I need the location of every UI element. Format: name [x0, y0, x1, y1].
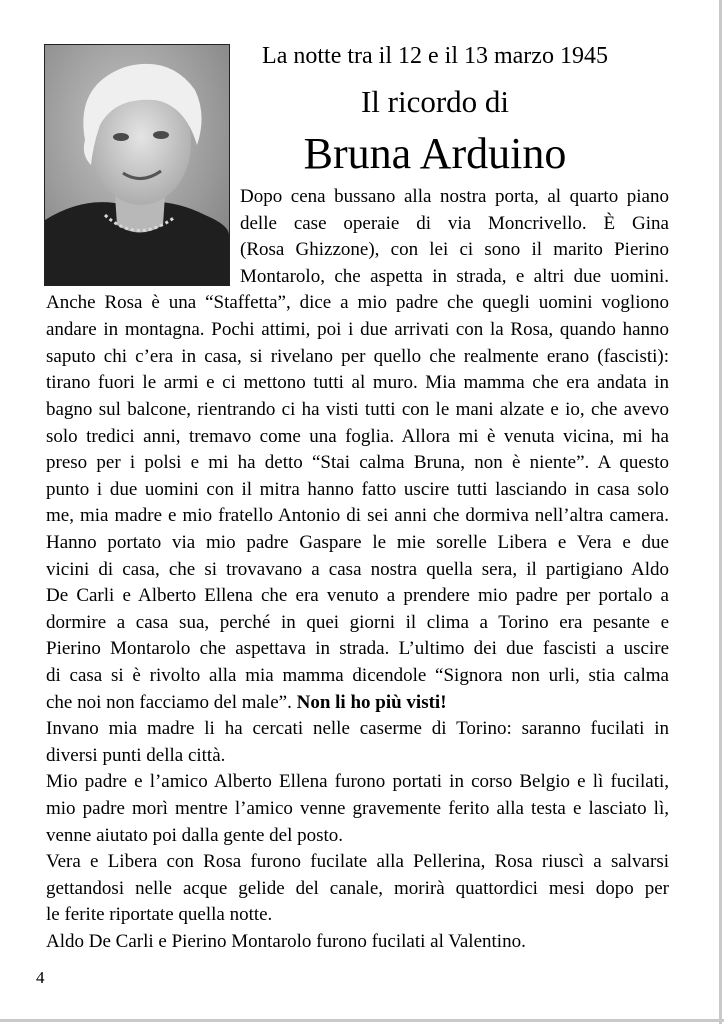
text-line [46, 689, 669, 717]
text-line: De Carli e Alberto Ellena che era venuto a prendere mio padre per portalo a [46, 585, 669, 607]
text-fragment: che noi non facciamo del male”. [46, 691, 292, 713]
text-line: bagno sul balcone, rientrando ci ha visti tutti con le mani alzate e io, che avevo [46, 398, 669, 420]
text-line: delle case operaie di via Moncrivello. È Gina [240, 212, 669, 234]
name-heading: Bruna Arduino [303, 129, 567, 178]
subtitle-heading: Il ricordo di [360, 84, 510, 119]
text-line: mio padre morì mentre l’amico venne gravemente ferito alla testa e lasciato lì, [46, 798, 669, 819]
text-line: gettandosi nelle acque gelide del canale, morirà quattordici mesi dopo per [46, 877, 669, 899]
text-line: Mio padre e l’amico Alberto Ellena furono portati in corso Belgio e lì fucilati, [46, 771, 669, 793]
portrait-photo [44, 44, 230, 286]
date-heading: La notte tra il 12 e il 13 marzo 1945 [262, 43, 608, 69]
page-frame-bottom [0, 1019, 724, 1022]
text-line: (Rosa Ghizzone), con lei ci sono il marito Pierino [240, 239, 669, 261]
text-line: me, mia madre e mio fratello Antonio di sei anni che dormiva nell’altra camera. [46, 505, 669, 527]
text-line: Hanno portato via mio padre Gaspare le mie sorelle Libera e Vera e due [46, 531, 669, 553]
text-line: saputo chi c’era in casa, si rivelano per quello che realmente erano (fascisti): [46, 345, 669, 367]
text-line: solo tredici anni, tremavo come una foglia. Allora mi è venuta vicina, mi ha [46, 425, 669, 447]
text-line: venne aiutato poi dalla gente del posto. [46, 824, 344, 846]
text-line: Invano mia madre li ha cercati nelle caserme di Torino: saranno fucilati in [46, 718, 669, 740]
text-line: tirano fuori le armi e ci mettono tutti al muro. Mia mamma che era andata in [46, 372, 669, 394]
text-line: vicini di casa, che si trovavano a casa nostra quella sera, il partigiano Aldo [46, 558, 669, 580]
text-line: di casa si è rivolto alla mia mamma dicendole “Signora non urli, stia calma [46, 664, 669, 686]
bold-sentence: Non li ho più visti! [296, 691, 447, 713]
text-line: Pierino Montarolo che aspettava in strada. L’ultimo dei due fascisti a uscire [46, 638, 669, 660]
text-line: preso per i polsi e mi ha detto “Stai calma Bruna, non è niente”. A questo [46, 452, 669, 474]
text-line: dormire a casa sua, perché in quei giorni il clima a Torino era pesante e [46, 611, 669, 633]
text-line: andare in montagna. Pochi attimi, poi i due arrivati con la Rosa, quando hanno [46, 319, 669, 340]
text-line: Vera e Libera con Rosa furono fucilate alla Pellerina, Rosa riuscì a salvarsi [46, 851, 669, 873]
text-line: Dopo cena bussano alla nostra porta, al quarto piano [240, 186, 669, 207]
text-line: Anche Rosa è una “Staffetta”, dice a mio padre che quegli uomini vogliono [46, 292, 669, 314]
text-line: le ferite riportate quella notte. [46, 904, 273, 926]
text-line: diversi punti della città. [46, 744, 226, 766]
page-frame-right [719, 0, 722, 1024]
text-line: Montarolo, che aspetta in strada, e altri due uomini. [240, 265, 669, 287]
text-line: Aldo De Carli e Pierino Montarolo furono fucilati al Valentino. [46, 931, 526, 952]
page-number: 4 [36, 968, 45, 987]
text-line: punto i due uomini con il mitra hanno fatto uscire tutti lasciando in casa solo [46, 478, 669, 500]
